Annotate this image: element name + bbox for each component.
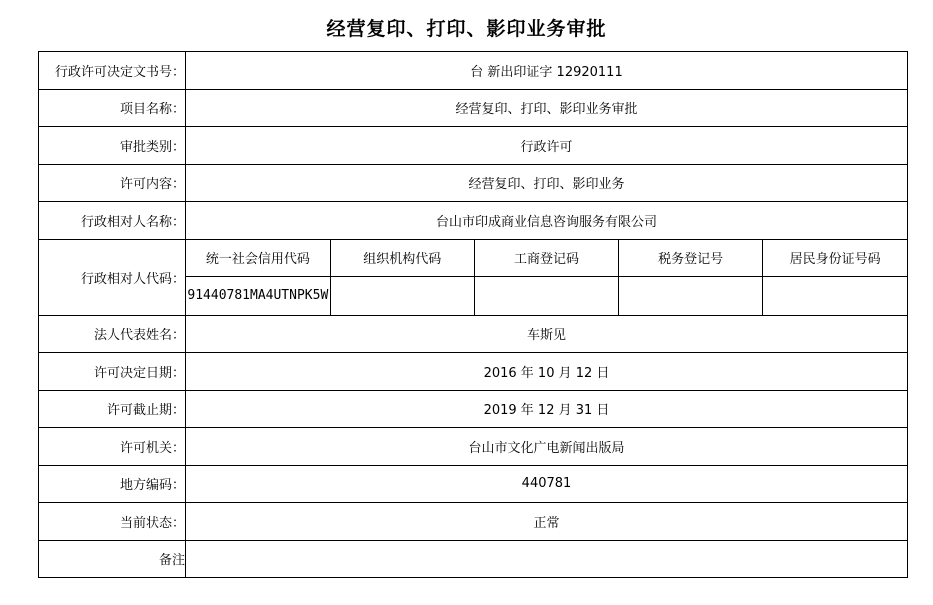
row-label: 许可内容： [39, 164, 186, 202]
codes-header: 工商登记码 [474, 240, 618, 277]
row-label: 行政许可决定文书号： [39, 52, 186, 90]
page-title: 经营复印、打印、影印业务审批 [326, 18, 607, 40]
table-row [39, 127, 908, 165]
codes-row [39, 239, 908, 315]
row-value: 经营复印、打印、影印业务 [186, 164, 908, 202]
table-row [39, 202, 908, 240]
codes-value [619, 277, 763, 315]
row-value [186, 540, 908, 578]
row-value: 车斯见 [186, 315, 908, 353]
codes-header: 统一社会信用代码 [186, 240, 330, 277]
table-row [39, 89, 908, 127]
row-value: 440781 [186, 465, 908, 503]
row-label: 许可机关： [39, 428, 186, 466]
row-value: 经营复印、打印、影印业务审批 [186, 89, 908, 127]
table-row [39, 390, 908, 428]
codes-header: 税务登记号 [619, 240, 763, 277]
row-value: 2019 年 12 月 31 日 [186, 390, 908, 428]
table-row [39, 315, 908, 353]
row-value: 台山市文化广电新闻出版局 [186, 428, 908, 466]
row-label: 当前状态： [39, 503, 186, 541]
codes-header: 组织机构代码 [330, 240, 474, 277]
codes-cell [186, 239, 908, 315]
row-label: 行政相对人代码： [39, 239, 186, 315]
row-value: 台 新出印证字 12920111 [186, 52, 908, 90]
table-row [39, 52, 908, 90]
codes-header: 居民身份证号码 [763, 240, 907, 277]
table-row [39, 503, 908, 541]
codes-value: 91440781MA4UTNPK5W [186, 277, 330, 315]
row-label: 备注 [39, 540, 186, 578]
codes-table [186, 240, 907, 315]
table-row [39, 540, 908, 578]
row-label: 行政相对人名称： [39, 202, 186, 240]
row-label: 审批类别： [39, 127, 186, 165]
row-label: 许可决定日期： [39, 353, 186, 391]
row-label: 许可截止期： [39, 390, 186, 428]
table-row [39, 353, 908, 391]
row-value: 正常 [186, 503, 908, 541]
codes-value [330, 277, 474, 315]
row-label: 地方编码： [39, 465, 186, 503]
codes-value [474, 277, 618, 315]
row-value: 行政许可 [186, 127, 908, 165]
row-label: 项目名称： [39, 89, 186, 127]
row-label: 法人代表姓名： [39, 315, 186, 353]
table-row [39, 465, 908, 503]
row-value: 台山市印成商业信息咨询服务有限公司 [186, 202, 908, 240]
approval-table [38, 51, 908, 578]
table-row [39, 164, 908, 202]
table-row [39, 428, 908, 466]
row-value: 2016 年 10 月 12 日 [186, 353, 908, 391]
codes-value [763, 277, 907, 315]
